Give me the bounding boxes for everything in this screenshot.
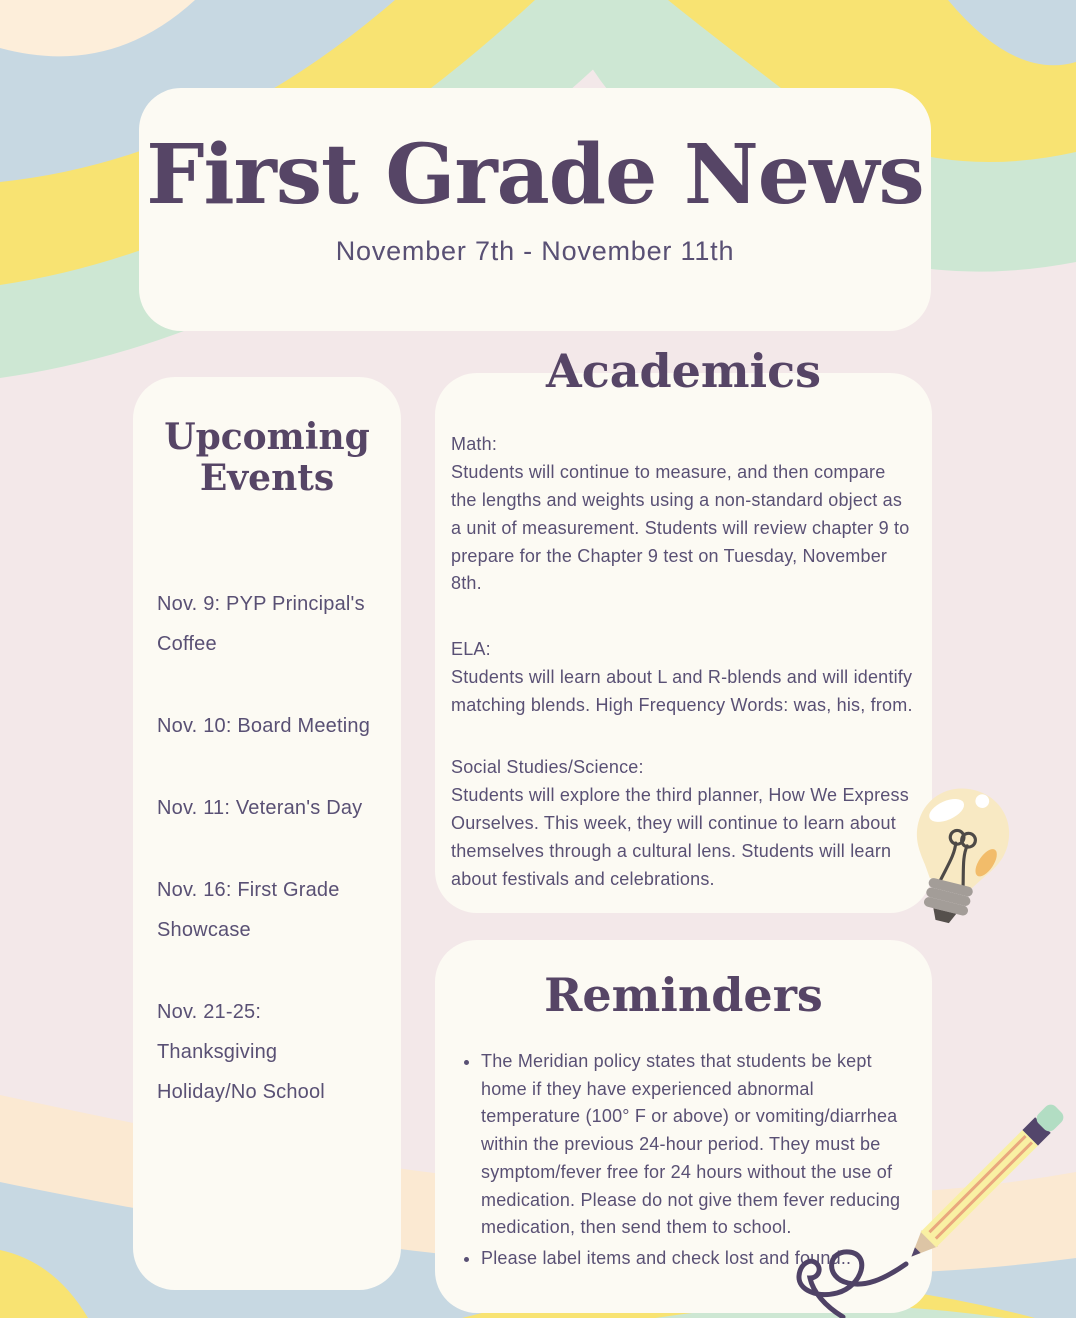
page-subtitle: November 7th - November 11th <box>335 236 735 266</box>
upcoming-events-title: Upcoming Events <box>164 416 370 500</box>
section-text-social-studies: Students will explore the third planner, How We Express Ourselves. This week, they will continue to learn about themselves through a cultural lens. Students will learn about festivals and celebrations. <box>451 784 909 889</box>
event-item: Nov. 11: Veteran's Day <box>157 796 363 819</box>
section-label-math: Math: <box>451 434 498 454</box>
reminder-item: • Please label items and check lost and found.. <box>481 1245 914 1273</box>
academics-title: Academics <box>546 344 821 398</box>
title-card <box>139 88 931 331</box>
academics-section-social-studies <box>451 754 916 893</box>
event-item: Nov. 16: First Grade Showcase <box>157 878 340 941</box>
section-label-social-studies: Social Studies/Science: <box>451 757 644 778</box>
pencil-scribble-line <box>799 1252 906 1317</box>
events-list <box>133 584 401 1112</box>
upcoming-events-card <box>133 377 401 1290</box>
reminders-title: Reminders <box>544 968 823 1022</box>
page-title: First Grade News <box>146 127 924 223</box>
section-text-ela: Students will learn about L and R-blends and will identify matching blends. High Frequency Words: was, his, from. <box>451 667 913 716</box>
academics-card <box>435 373 932 913</box>
pencil-icon <box>785 1096 1076 1318</box>
academics-section-math <box>451 431 916 598</box>
reminder-item: • The Meridian policy states that students be kept home if they have experienced abnormal temperature (100° F or above) or vomiting/diarrhea within the previous 24-hour period. They must be symptom/fever free for 24 hours without the use of medication. Please do not give them fever reducing medication, then send them to school. <box>481 1048 914 1242</box>
section-label-ela: ELA: <box>451 639 491 660</box>
academics-section-ela <box>451 636 916 720</box>
event-item: Nov. 10: Board Meeting <box>157 714 371 737</box>
event-item: Nov. 21-25: Thanksgiving Holiday/No School <box>157 1000 325 1103</box>
event-item: Nov. 9: PYP Principal's Coffee <box>157 592 365 655</box>
section-text-math: Students will continue to measure, and then compare the lengths and weights using a non-standard object as a unit of measurement. Students will review chapter 9 to prepare for the Chapter 9 test on Tuesday, November 8th. <box>451 461 910 594</box>
